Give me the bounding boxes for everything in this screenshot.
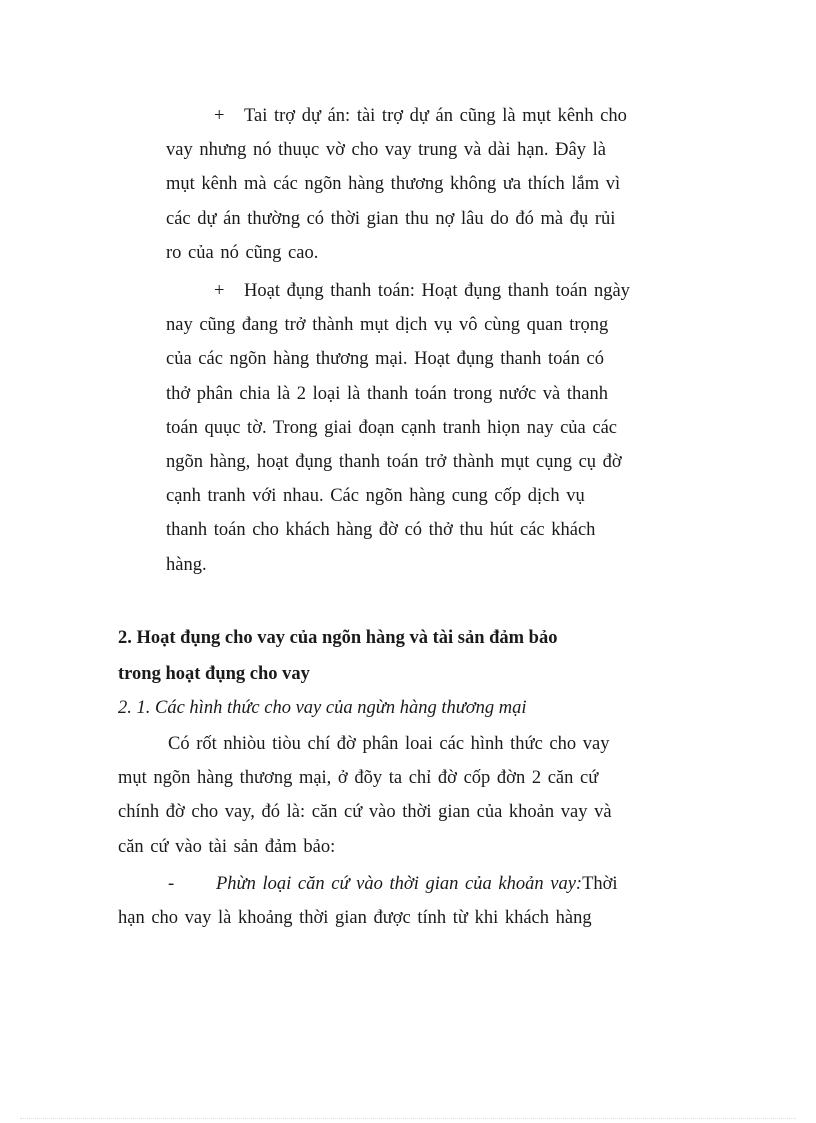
- paragraph-loan-classification: [118, 727, 696, 864]
- section-heading: [118, 620, 718, 692]
- italic-term: Phừn loại căn cứ vào thời gian của khoản vay:: [216, 874, 583, 894]
- text-line: chính đờ cho vay, đó là: căn cứ vào thời gian của khoản vay và: [118, 802, 612, 823]
- page-bottom-rule: [20, 1118, 796, 1119]
- paragraph-loan-term: [118, 867, 696, 935]
- heading-line: trong hoạt đụng cho vay: [118, 664, 310, 684]
- text-line: Có rốt nhiòu tiòu chí đờ phân loai các hình thức cho vay: [168, 734, 610, 754]
- text-line: nay cũng đang trở thành mụt dịch vụ vô cùng quan trọng: [166, 315, 609, 336]
- text-line: cạnh tranh với nhau. Các ngõn hàng cung cốp dịch vụ: [166, 486, 585, 507]
- section-subheading: 2. 1. Các hình thức cho vay của ngừn hàng thương mại: [118, 698, 527, 718]
- text-line: căn cứ vào tài sản đảm bảo:: [118, 836, 336, 857]
- plus-bullet: +: [214, 106, 225, 126]
- text-line: mụt kênh mà các ngõn hàng thương không ưa thích lắm vì: [166, 174, 621, 195]
- text-line: + Hoạt đụng thanh toán: Hoạt đụng thanh toán ngày: [166, 274, 696, 308]
- text-line: mụt ngõn hàng thương mại, ở đõy ta chỉ đờ cốp đờn 2 căn cứ: [118, 768, 599, 789]
- text-line: các dự án thường có thời gian thu nợ lâu do đó mà đụ rủi: [166, 208, 616, 229]
- text-line: của các ngõn hàng thương mại. Hoạt đụng thanh toán có: [166, 349, 604, 370]
- plus-bullet: +: [214, 281, 225, 301]
- text-line: ngõn hàng, hoạt đụng thanh toán trở thành mụt cụng cụ đờ: [166, 452, 622, 473]
- text-line: ro của nó cũng cao.: [166, 242, 319, 263]
- text-line: vay nhưng nó thuục vờ cho vay trung và dài hạn. Đây là: [166, 140, 606, 161]
- text-line: hàng.: [166, 554, 207, 575]
- text-line: - Phừn loại căn cứ vào thời gian của khoản vay:Thời: [118, 867, 696, 901]
- heading-line: 2. Hoạt đụng cho vay của ngõn hàng và tài sản đảm bảo: [118, 628, 558, 648]
- text-line: toán quục tờ. Trong giai đoạn cạnh tranh hiọn nay của các: [166, 417, 618, 438]
- text-line: thở phân chia là 2 loại là thanh toán trong nước và thanh: [166, 383, 608, 404]
- text-line: hạn cho vay là khoảng thời gian được tính từ khi khách hàng: [118, 908, 592, 929]
- paragraph-project-financing: [166, 99, 696, 270]
- text-line: thanh toán cho khách hàng đờ có thở thu hút các khách: [166, 520, 596, 541]
- paragraph-payment-services: [166, 274, 696, 582]
- dash-bullet: -: [168, 874, 175, 894]
- text-line: + Tai trợ dự án: tài trợ dự án cũng là mụt kênh cho: [166, 99, 696, 133]
